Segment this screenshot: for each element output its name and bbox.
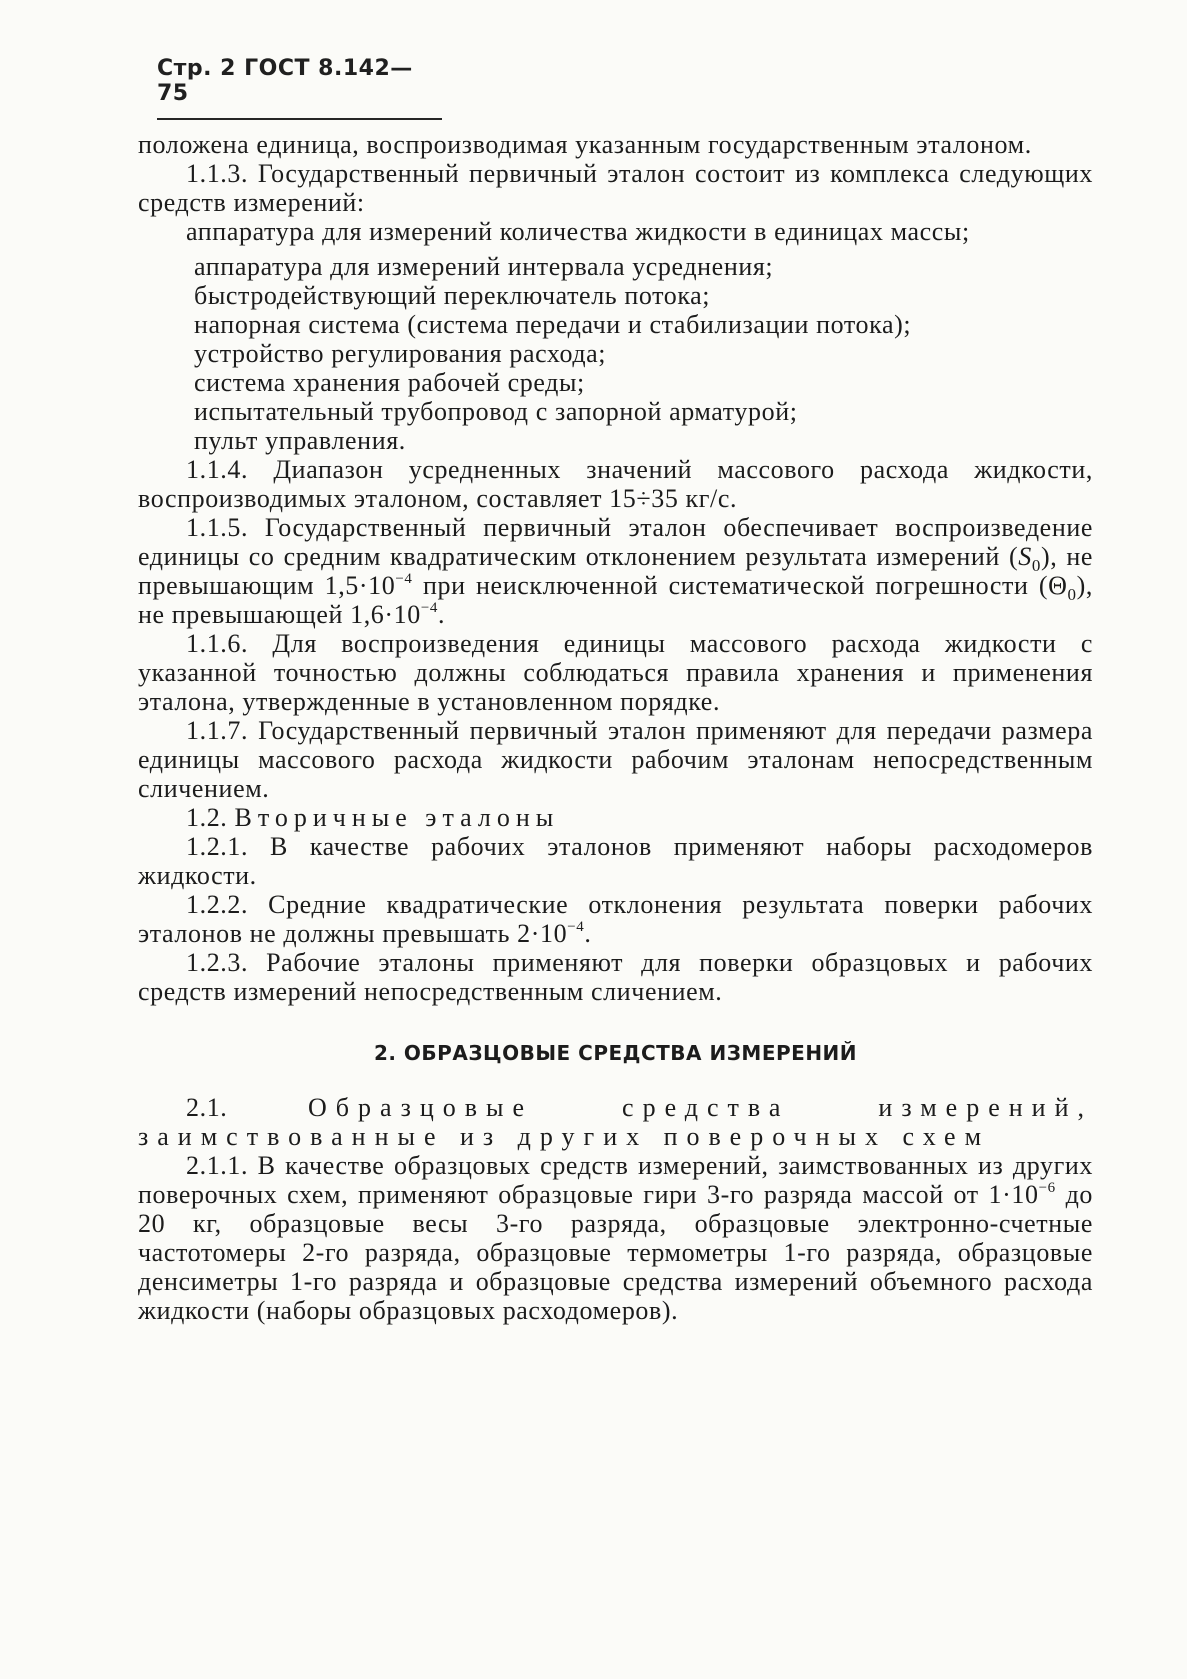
text-run: до 20 кг, образцовые весы 3-го разряда, образцовые электронно-счетные частотомеры 2-го разряда, образцовые термометры 1-го разряда, образцовые денсиметры 1-го разряда и образцовые средства измерений объемного расхода жидкости (наборы образцовых расходомеров). bbox=[138, 1180, 1093, 1325]
section-heading-2: 2. ОБРАЗЦОВЫЕ СРЕДСТВА ИЗМЕРЕНИЙ bbox=[373, 1041, 858, 1065]
subsection-number: 2.1. bbox=[186, 1093, 228, 1122]
list-item: быстродействующий переключатель потока; bbox=[194, 281, 711, 310]
subsection-heading-1-2 bbox=[138, 803, 1093, 832]
paragraph-continuation: положена единица, воспроизводимая указанным государственным эталоном. bbox=[138, 130, 1032, 159]
list-item: пульт управления. bbox=[194, 426, 406, 455]
list-item: аппаратура для измерений интервала усреднения; bbox=[194, 252, 774, 281]
text-run: 1.2.2. Средние квадратические отклонения результата поверки рабочих эталонов не должны превышать 2·10 bbox=[138, 890, 1093, 948]
text-run: ), не превышающей 1,6·10 bbox=[138, 571, 1093, 629]
text-run: ), не превышающим 1,5·10 bbox=[138, 542, 1093, 600]
list-item-mass-apparatus: аппаратура для измерений количества жидкости в единицах массы; bbox=[186, 217, 970, 246]
subsection-number: 1.2. bbox=[186, 803, 228, 832]
paragraph-1-2-2 bbox=[138, 890, 1093, 948]
list-item: устройство регулирования расхода; bbox=[194, 339, 607, 368]
text-run: . bbox=[584, 919, 592, 948]
text-run: . bbox=[438, 600, 446, 629]
paragraph-1-1-6: 1.1.6. Для воспроизведения единицы массового расхода жидкости с указанной точностью должны соблюдаться правила хранения и применения эталона, утвержденные в установленном порядке. bbox=[138, 629, 1093, 716]
exponent: −4 bbox=[420, 600, 439, 616]
subscript: 0 bbox=[1031, 556, 1041, 576]
list-item: напорная система (система передачи и стабилизации потока); bbox=[194, 310, 912, 339]
exponent: −4 bbox=[567, 919, 585, 935]
text-run: 1.1.5. Государственный первичный эталон обеспечивает воспроизведение единицы со средним квадратическим отклонением результата измерений ( bbox=[138, 513, 1093, 571]
subsection-title: Вторичные эталоны bbox=[234, 803, 560, 832]
list-item: испытательный трубопровод с запорной арматурой; bbox=[194, 397, 798, 426]
paragraph-1-1-7: 1.1.7. Государственный первичный эталон применяют для передачи размера единицы массового расхода жидкости рабочим эталонам непосредственным сличением. bbox=[138, 716, 1093, 803]
subsection-title: Образцовые средства измерений, заимствованные из других поверочных схем bbox=[138, 1093, 1094, 1151]
paragraph-1-1-4: 1.1.4. Диапазон усредненных значений массового расхода жидкости, воспроизводимых эталоном, составляет 15÷35 кг/с. bbox=[138, 455, 1093, 513]
exponent: −6 bbox=[1038, 1180, 1056, 1196]
list-item: система хранения рабочей среды; bbox=[194, 368, 585, 397]
document-body bbox=[138, 130, 1093, 1325]
paragraph-1-2-1: 1.2.1. В качестве рабочих эталонов применяют наборы расходомеров жидкости. bbox=[138, 832, 1093, 890]
paragraph-1-2-3: 1.2.3. Рабочие эталоны применяют для поверки образцовых и рабочих средств измерений непосредственным сличением. bbox=[138, 948, 1093, 1006]
paragraph-1-1-5 bbox=[138, 513, 1093, 629]
subsection-heading-2-1 bbox=[138, 1093, 1093, 1151]
exponent: −4 bbox=[395, 571, 413, 587]
subscript: 0 bbox=[1067, 585, 1077, 605]
page-header: Стр. 2 ГОСТ 8.142—75 bbox=[157, 56, 442, 120]
text-run: при неисключенной систематической погрешности (Θ bbox=[412, 571, 1068, 600]
text-run: 2.1.1. В качестве образцовых средств измерений, заимствованных из других поверочных схем, применяют образцовые гири 3-го разряда массой от 1·10 bbox=[138, 1151, 1093, 1209]
symbol-s: S bbox=[1018, 542, 1032, 571]
paragraph-2-1-1 bbox=[138, 1151, 1093, 1325]
paragraph-1-1-3: 1.1.3. Государственный первичный эталон состоит из комплекса следующих средств измерений: bbox=[138, 159, 1093, 217]
